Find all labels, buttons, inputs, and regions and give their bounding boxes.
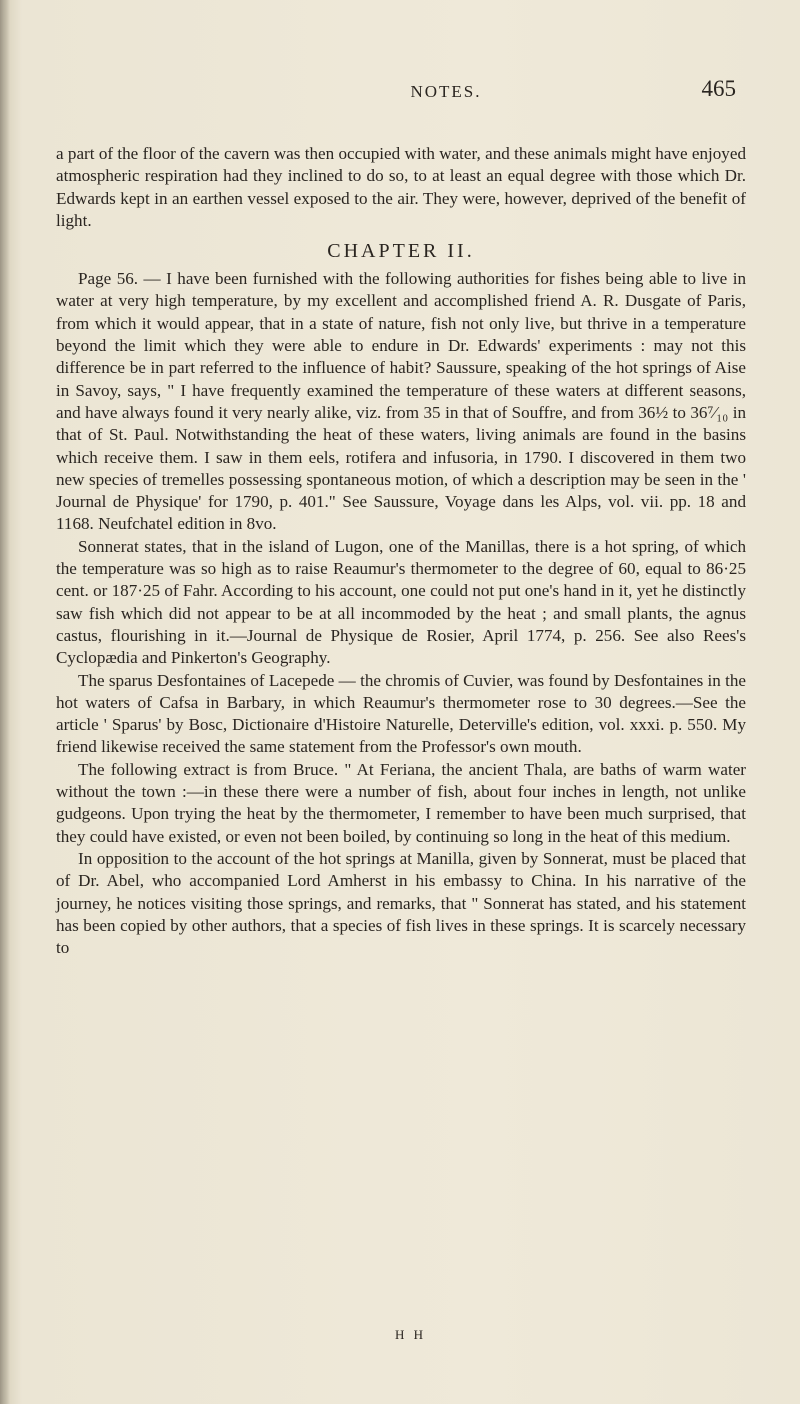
paragraph: The sparus Desfontaines of Lacepede — the chromis of Cuvier, was found by Desfontaines in the hot waters of Cafsa in Barbary, in which Reaumur's thermometer rose to 30 degrees.—See the article ' Sparus' by Bosc, Dictionaire d'Histoire Naturelle, Deterville's edition, vol. xxxi. p. 550. My friend likewise received the same statement from the Professor's own mouth. bbox=[56, 670, 746, 757]
paragraph: The following extract is from Bruce. " At Feriana, the ancient Thala, are baths of warm water without the town :—in these there were a number of fish, about four inches in length, not unlike gudgeons. Upon trying the heat by the thermometer, I remember to have been much surprised, that they could have existed, or even not been boiled, by continuing so long in the heat of this medium. bbox=[56, 759, 746, 846]
chapter-heading: CHAPTER II. bbox=[327, 240, 475, 263]
page-header bbox=[56, 76, 746, 110]
paragraph: Page 56. — I have been furnished with the following authorities for fishes being able to live in water at very high temperature, by my excellent and accomplished friend A. R. Dusgate of Paris, from which it would appear, that in a state of nature, fish not only live, but thrive in a temperature beyond the limit which they were able to endure in Dr. Edwards' experiments : may not this difference be in part referred to the influence of habit? Saussure, speaking of the hot springs of Aise in Savoy, says, " I have frequently examined the temperature of these waters at different seasons, and have always found it very nearly alike, viz. from 35 in that of Souffre, and from 36½ to 36⁷⁄₁₀ in that of St. Paul. Notwithstanding the heat of these waters, living animals are found in the basins which receive them. I saw in them eels, rotifera and infusoria, in 1790. I discovered in them two new species of tremelles possessing spontaneous motion, of which a description may be seen in the ' Journal de Physique' for 1790, p. 401." See Saussure, Voyage dans les Alps, vol. vii. pp. 18 and 1168. Neufchatel edition in 8vo. bbox=[56, 269, 746, 534]
running-head: NOTES. bbox=[410, 82, 482, 101]
signature-mark: H H bbox=[395, 1327, 427, 1342]
binding-shadow bbox=[0, 0, 10, 1404]
paragraph: In opposition to the account of the hot springs at Manilla, given by Sonnerat, must be placed that of Dr. Abel, who accompanied Lord Amherst in his embassy to China. In his narrative of the journey, he notices visiting those springs, and remarks, that " Sonnerat has stated, and his statement has been copied by other authors, that a species of fish lives in these springs. It is scarcely necessary to bbox=[56, 848, 746, 958]
paragraph-continuation: a part of the floor of the cavern was then occupied with water, and these animals might have enjoyed atmospheric respiration had they inclined to do so, to at least an equal degree with those which Dr. Edwards kept in an earthen vessel exposed to the air. They were, however, deprived of the benefit of light. bbox=[56, 144, 746, 230]
paragraph: Sonnerat states, that in the island of Lugon, one of the Manillas, there is a hot spring, of which the temperature was so high as to raise Reaumur's thermometer to the degree of 60, equal to 86·25 cent. or 187·25 of Fahr. According to his account, one could not put one's hand in it, yet he distinctly saw fish which did not appear to be at all incommoded by the heat ; and small plants, the agnus castus, flourishing in it.—Journal de Physique de Rosier, April 1774, p. 256. See also Rees's Cyclopædia and Pinkerton's Geography. bbox=[56, 536, 746, 668]
body-text bbox=[56, 143, 746, 959]
page-number: 465 bbox=[701, 76, 736, 101]
